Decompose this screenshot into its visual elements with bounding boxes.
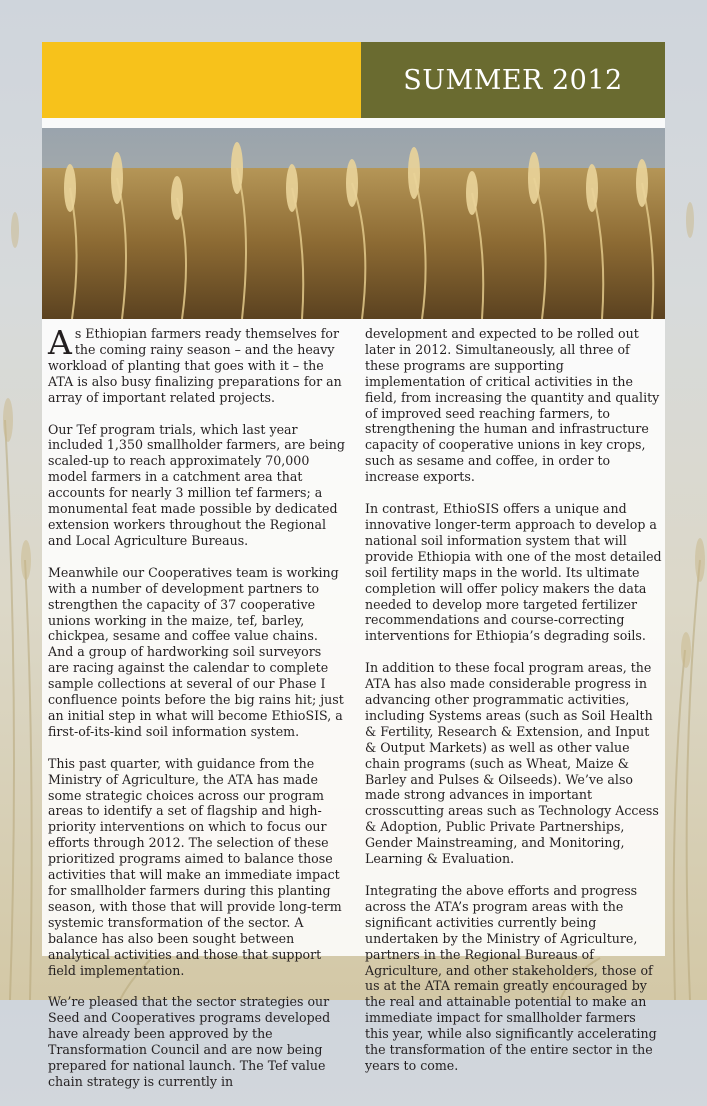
article-body xyxy=(48,323,663,1106)
paragraph: We’re pleased that the sector strategies our Seed and Cooperatives programs developed have already been approved by the Transformation Council and are now being prepared for national launch. The Tef value chain strategy is currently in xyxy=(48,994,331,1089)
paragraph: In addition to these focal program areas, the ATA has also made considerable progress in advancing other programmatic activities, including Systems areas (such as Soil Health & Fertility, Research & Extension, and Input & Output Markets) as well as other value chain programs (such as Wheat, Maize & Barley and Pulses & Oilseeds). We’ve also made strong advances in important crosscutting areas such as Technology Access & Adoption, Public Private Partnerships, Gender Mainstreaming, and Monitoring, Learning & Evaluation. xyxy=(365,660,659,867)
paragraph: Our Tef program trials, which last year included 1,350 smallholder farmers, are being scaled-up to reach approximately 70,000 model farmers in a catchment area that accounts for nearly 3 million tef farmers; a monumental feat made possible by dedicated extension workers throughout the Regional and Local Agriculture Bureaus. xyxy=(48,421,345,548)
paragraph: This past quarter, with guidance from the Ministry of Agriculture, the ATA has made some strategic choices across our program areas to identify a set of flagship and high-priority interventions on which to focus our efforts through 2012. The selection of these prioritized programs aimed to balance those activities that will make an immediate impact for smallholder farmers during this planting season, with those that will provide long-term systemic transformation of the sector. A balance has also been sought between analytical activities and those that support field implementation. xyxy=(48,755,342,978)
wheat-field-photo xyxy=(42,128,665,319)
paragraph: Integrating the above efforts and progress across the ATA’s program areas with the significant activities currently being undertaken by the Ministry of Agriculture, partners in the Regional Bureaus of Agriculture, and other stakeholders, those of us at the ATA remain greatly encouraged by the real and attainable potential to make an immediate impact for smallholder farmers this year, while also significantly accelerating the transformation of the entire sector in the years to come. xyxy=(365,883,657,1073)
paragraph: In contrast, EthioSIS offers a unique and innovative longer-term approach to develop a national soil information system that will provide Ethiopia with one of the most detailed soil fertility maps in the world. Its ultimate completion will offer policy makers the data needed to develop more targeted fertilizer recommendations and course-correcting interventions for Ethiopia’s degrading soils. xyxy=(365,501,662,644)
header-band xyxy=(42,42,665,118)
paragraph: Meanwhile our Cooperatives team is working with a number of development partners to strengthen the capacity of 37 cooperative unions working in the maize, tef, barley, chickpea, sesame and coffee value chains. And a group of hardworking soil surveyors are racing against the calendar to complete sample collections at several of our Phase I confluence points before the big rains hit; just an initial step in what will become EthioSIS, a first-of-its-kind soil information system. xyxy=(48,564,344,739)
drop-cap: A xyxy=(48,323,72,362)
header-accent-block xyxy=(42,42,361,118)
paragraph: development and expected to be rolled out later in 2012. Simultaneously, all three of these programs are supporting implementation of critical activities in the field, from increasing the quantity and quality of improved seed reaching farmers, to strengthening the human and infrastructure capacity of cooperative unions in key crops, such as sesame and coffee, in order to increase exports. xyxy=(365,326,660,485)
header-title-block xyxy=(361,42,665,118)
article-column-left xyxy=(48,323,345,1106)
article-column-right xyxy=(365,326,662,1106)
paragraph xyxy=(48,323,345,406)
page-title: SUMMER 2012 xyxy=(403,64,623,96)
paragraph-text: s Ethiopian farmers ready themselves for the coming rainy season – and the heavy workload of planting that goes with it – the ATA is also busy finalizing preparations for an array of important related projects. xyxy=(48,326,342,405)
